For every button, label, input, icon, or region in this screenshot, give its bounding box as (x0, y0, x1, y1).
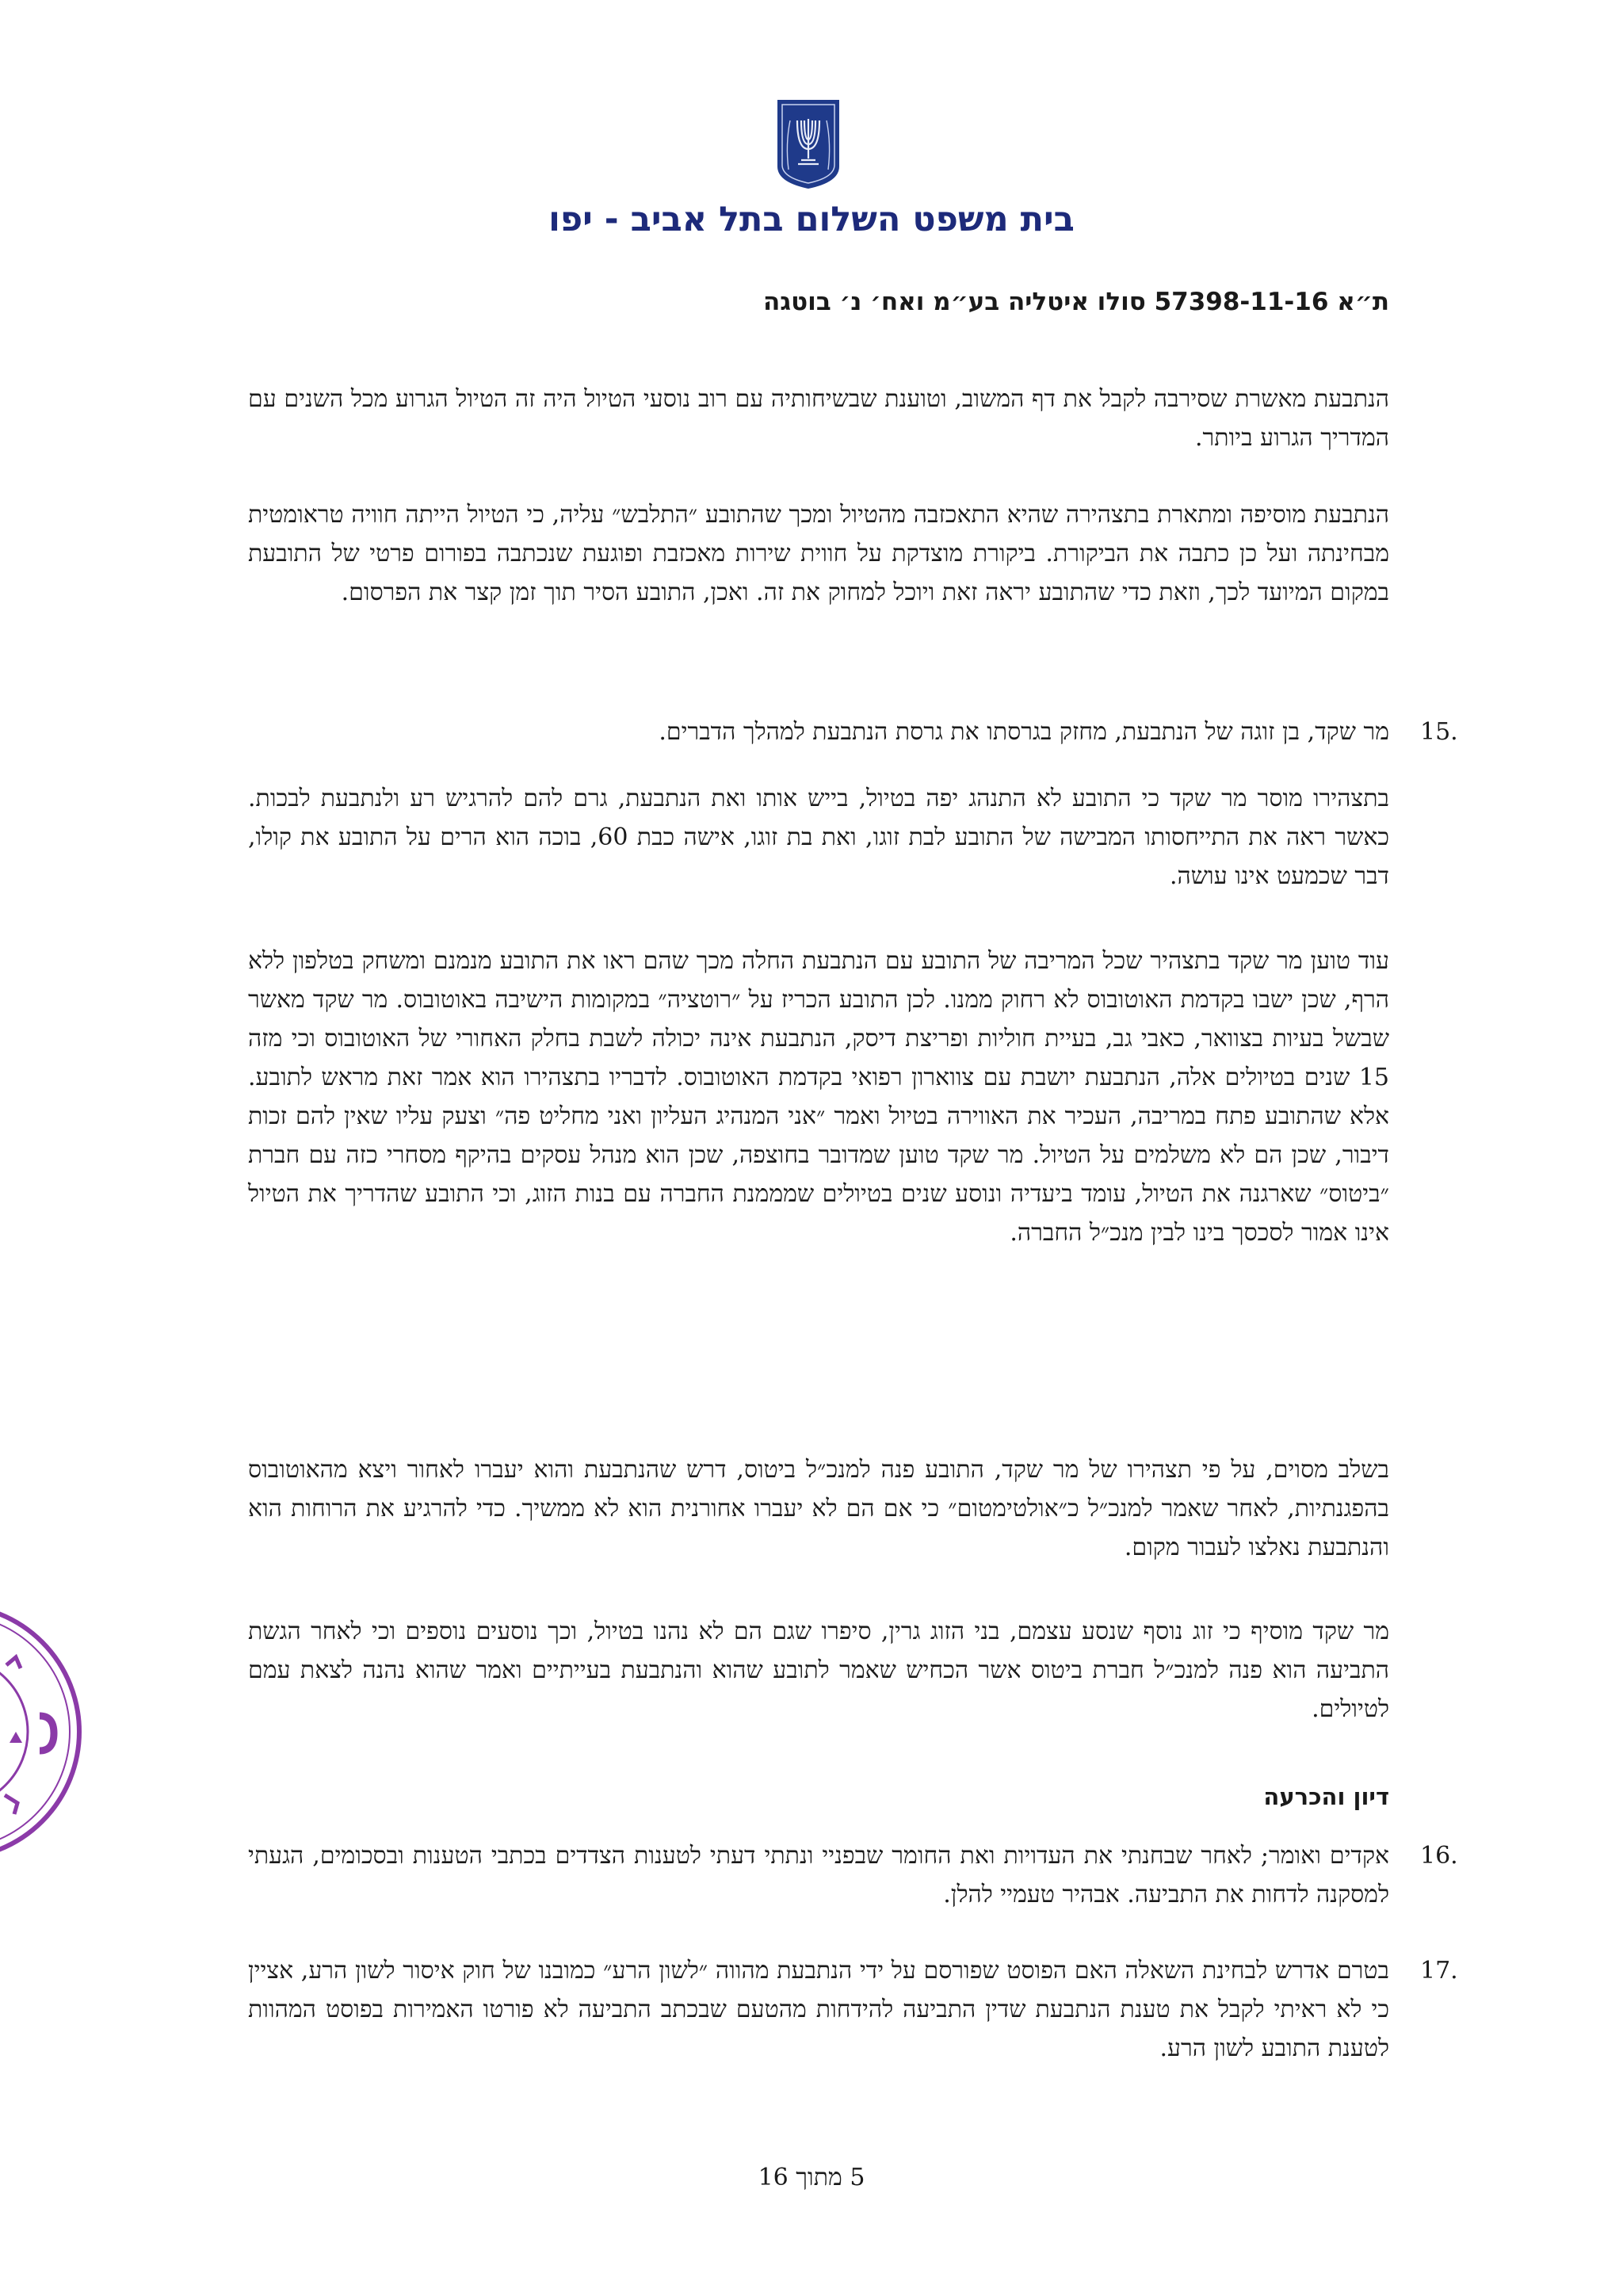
paragraph: הנתבעת מאשרת שסירבה לקבל את דף המשוב, וטוענת שבשיחותיה עם רוב נוסעי הטיול היה זה הטיול הגרוע מכל השנים עם המדריך הגרוע ביותר. (248, 385, 1389, 452)
page-number: 5 מתוך 16 (758, 2164, 865, 2191)
paragraph-number: 17. (1420, 1957, 1458, 1985)
court-name: בית משפט השלום בתל אביב - יפו (548, 200, 1075, 239)
paragraph: אקדים ואומר; לאחר שבחנתי את העדויות ואת החומר שבפניי ונתתי דעתי לטענות הצדדים בכתבי הטענות ובסכומים, הגעתי למסקנה לדחות את התביעה. אבהיר טעמיי להלן. (248, 1842, 1389, 1908)
case-line: ת״א 57398-11-16 סולו איטליה בע״מ ואח׳ נ׳ בוטגה (762, 288, 1389, 316)
paragraph-number: 15. (1420, 718, 1458, 746)
court-stamp-icon (0, 1597, 87, 1866)
paragraph: בתצהירו מוסר מר שקד כי התובע לא התנהג יפה בטיול, בייש אותו ואת הנתבעת, גרם להם להרגיש רע ולנתבעת לבכות. כאשר ראה את התייחסותו המבישה של התובע לבת זוגו, ואת בת זוגו, אישה כבת 60, בוכה הוא הרים על התובע את קולו, דבר שכמעט אינו עושה. (248, 785, 1389, 890)
paragraph: מר שקד, בן זוגה של הנתבעת, מחזק בגרסתו את גרסת הנתבעת למהלך הדברים. (659, 718, 1389, 746)
paragraph: בטרם אדרש לבחינת השאלה האם הפוסט שפורסם על ידי הנתבעת מהווה ״לשון הרע״ כמובנו של חוק איסור לשון הרע, אציין כי לא ראיתי לקבל את טענת הנתבעת שדין התביעה להידחות מהטעם שבכתב התביעה לא פורטו האמירות בפוסט המהוות לטענת התובע לשון הרע. (248, 1957, 1389, 2062)
paragraph: עוד טוען מר שקד בתצהיר שכל המריבה של התובע עם הנתבעת החלה מכך שהם ראו את התובע מנמנם ומשחק בטלפון ללא הרף, שכן ישבו בקדמת האוטובוס לא רחוק ממנו. לכן התובע הכריז על ״רוטציה״ במקומות הישיבה באוטובוס. מר שקד מאשר שבשל בעיות בצוואר, כאבי גב, בעיית חוליות ופריצת דיסק, הנתבעת אינה יכולה לשבת בחלק האחורי של האוטובוס וכי מזה 15 שנים בטיולים אלה, הנתבעת יושבת עם צווארון רפואי בקדמת האוטובוס. לדבריו בתצהירו הוא אמר זאת מראש לתובע. אלא שהתובע פתח במריבה, העכיר את האווירה בטיול ואמר ״אני המנהיג העליון ואני מחליט פה״ וצעק עליו שאין להם זכות דיבור, שכן הם לא משלמים על הטיול. מר שקד טוען שמדובר בחוצפה, שכן הוא מנהל עסקים בהיקף מסחרי כזה עם חברת ״ביטוס״ שארגנה את הטיול, עומד ביעדיה ונוסע שנים בטיולים שמממנת החברה עם בנות הזוג, וכי התובע שהדריך את הטיול אינו אמור לסכסך בינו לבין מנכ״ל החברה. (248, 947, 1389, 1247)
state-emblem-icon (774, 97, 842, 192)
paragraph: מר שקד מוסיף כי זוג נוסף שנסע עצמם, בני הזוג גרין, סיפרו שגם הם לא נהנו בטיול, וכך נוסעים נוספים וכי לאחר הגשת התביעה הוא פנה למנכ״ל חברת ביטוס אשר הכחיש שאמר לתובע שהוא והנתבעת בעייתיים ואמר שהוא נהנה לצאת עמם לטיולים. (248, 1618, 1389, 1723)
section-heading: דיון והכרעה (1263, 1783, 1389, 1810)
paragraph-number: 16. (1420, 1842, 1458, 1870)
paragraph: הנתבעת מוסיפה ומתארת בתצהירה שהיא התאכזבה מהטיול ומכך שהתובע ״התלבש״ עליה, כי הטיול הייתה חוויה טראומטית מבחינתה ועל כן כתבה את הביקורת. ביקורת מוצדקת על חווית שירות מאכזבת ופוגעת שנכתבה בפורום פרטי של התובעת במקום המיועד לכך, וזאת כדי שהתובע יראה זאת ויוכל למחוק את זה. ואכן, התובע הסיר תוך זמן קצר את הפרסום. (248, 501, 1389, 606)
paragraph: בשלב מסוים, על פי תצהירו של מר שקד, התובע פנה למנכ״ל ביטוס, דרש שהנתבעת והוא יעברו לאחור ויצא מהאוטובוס בהפגנתיות, לאחר שאמר למנכ״ל כ״אולטימטום״ כי אם הם לא יעברו אחורנית הוא לא ממשיך. כדי להרגיע את הרוחות הוא והנתבעת נאלצו לעבור מקום. (248, 1456, 1389, 1561)
